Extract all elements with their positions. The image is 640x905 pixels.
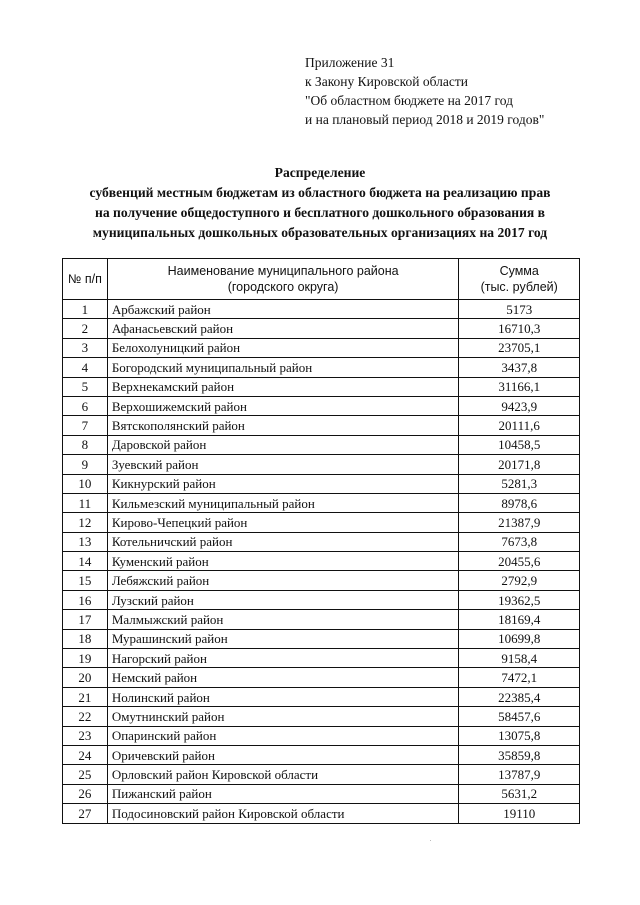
row-number: 6 xyxy=(63,396,108,415)
district-name: Кильмезский муниципальный район xyxy=(107,493,459,512)
table-row xyxy=(63,532,580,551)
row-number: 12 xyxy=(63,513,108,532)
row-number: 27 xyxy=(63,804,108,823)
district-name: Подосиновский район Кировской области xyxy=(107,804,459,823)
district-name: Лузский район xyxy=(107,590,459,609)
table-row xyxy=(63,610,580,629)
row-number: 21 xyxy=(63,687,108,706)
subsidy-amount: 23705,1 xyxy=(459,338,580,357)
subsidy-amount: 3437,8 xyxy=(459,358,580,377)
subsidy-amount: 20111,6 xyxy=(459,416,580,435)
subsidy-amount: 5173 xyxy=(459,300,580,319)
appendix-header xyxy=(305,53,544,129)
district-name: Лебяжский район xyxy=(107,571,459,590)
table-row xyxy=(63,319,580,338)
district-name: Афанасьевский район xyxy=(107,319,459,338)
table-row xyxy=(63,668,580,687)
district-name: Немский район xyxy=(107,668,459,687)
subsidy-amount: 31166,1 xyxy=(459,377,580,396)
subsidy-amount: 19110 xyxy=(459,804,580,823)
row-number: 1 xyxy=(63,300,108,319)
table-row xyxy=(63,338,580,357)
table-row xyxy=(63,455,580,474)
district-name: Омутнинский район xyxy=(107,707,459,726)
row-number: 13 xyxy=(63,532,108,551)
district-name: Оричевский район xyxy=(107,745,459,764)
subsidy-amount: 8978,6 xyxy=(459,493,580,512)
district-name: Кирово-Чепецкий район xyxy=(107,513,459,532)
district-name: Нолинский район xyxy=(107,687,459,706)
district-name: Пижанский район xyxy=(107,784,459,803)
table-row xyxy=(63,649,580,668)
table-row xyxy=(63,804,580,823)
row-number: 4 xyxy=(63,358,108,377)
row-number: 26 xyxy=(63,784,108,803)
subsidy-amount: 18169,4 xyxy=(459,610,580,629)
subsidy-amount: 13075,8 xyxy=(459,726,580,745)
subsidy-amount: 10458,5 xyxy=(459,435,580,454)
row-number: 5 xyxy=(63,377,108,396)
table-row xyxy=(63,377,580,396)
district-name: Опаринский район xyxy=(107,726,459,745)
subsidy-amount: 5281,3 xyxy=(459,474,580,493)
appendix-line: Приложение 31 xyxy=(305,55,395,70)
row-number: 23 xyxy=(63,726,108,745)
table-row xyxy=(63,590,580,609)
row-number: 14 xyxy=(63,552,108,571)
subsidy-amount: 58457,6 xyxy=(459,707,580,726)
table-row xyxy=(63,571,580,590)
table-row xyxy=(63,707,580,726)
table-row xyxy=(63,358,580,377)
row-number: 9 xyxy=(63,455,108,474)
table-row xyxy=(63,493,580,512)
district-name: Зуевский район xyxy=(107,455,459,474)
document-title xyxy=(40,163,600,243)
table-row xyxy=(63,745,580,764)
table-body xyxy=(63,300,580,824)
row-number: 3 xyxy=(63,338,108,357)
district-name: Кикнурский район xyxy=(107,474,459,493)
district-name: Верхошижемский район xyxy=(107,396,459,415)
row-number: 20 xyxy=(63,668,108,687)
header-name-line: (городского округа) xyxy=(227,280,339,294)
header-sum-line: Сумма xyxy=(499,264,539,278)
district-name: Мурашинский район xyxy=(107,629,459,648)
district-name: Куменский район xyxy=(107,552,459,571)
row-number: 15 xyxy=(63,571,108,590)
row-number: 22 xyxy=(63,707,108,726)
subsidy-amount: 9158,4 xyxy=(459,649,580,668)
table-row xyxy=(63,474,580,493)
district-name: Орловский район Кировской области xyxy=(107,765,459,784)
subsidy-amount: 20171,8 xyxy=(459,455,580,474)
table-row xyxy=(63,784,580,803)
district-name: Белохолуницкий район xyxy=(107,338,459,357)
row-number: 17 xyxy=(63,610,108,629)
subsidy-amount: 9423,9 xyxy=(459,396,580,415)
table-row xyxy=(63,726,580,745)
table-header-row xyxy=(63,259,580,300)
table-row xyxy=(63,416,580,435)
table-row xyxy=(63,435,580,454)
district-name: Богородский муниципальный район xyxy=(107,358,459,377)
district-name: Малмыжский район xyxy=(107,610,459,629)
row-number: 25 xyxy=(63,765,108,784)
scan-speck xyxy=(430,840,431,841)
row-number: 2 xyxy=(63,319,108,338)
header-name-line: Наименование муниципального района xyxy=(167,264,399,278)
row-number: 7 xyxy=(63,416,108,435)
appendix-line: и на плановый период 2018 и 2019 годов" xyxy=(305,112,545,127)
row-number: 16 xyxy=(63,590,108,609)
header-sum-line: (тыс. рублей) xyxy=(480,280,558,294)
subsidy-amount: 10699,8 xyxy=(459,629,580,648)
row-number: 19 xyxy=(63,649,108,668)
subsidy-amount: 5631,2 xyxy=(459,784,580,803)
district-name: Котельничский район xyxy=(107,532,459,551)
district-name: Верхнекамский район xyxy=(107,377,459,396)
header-sum xyxy=(459,259,580,300)
subsidy-amount: 13787,9 xyxy=(459,765,580,784)
table-row xyxy=(63,552,580,571)
subsidy-amount: 22385,4 xyxy=(459,687,580,706)
header-num: № п/п xyxy=(63,259,108,300)
table-row xyxy=(63,765,580,784)
table-row xyxy=(63,629,580,648)
table-row xyxy=(63,513,580,532)
header-name xyxy=(107,259,459,300)
title-line: на получение общедоступного и бесплатного дошкольного образования в xyxy=(94,205,546,220)
district-name: Нагорский район xyxy=(107,649,459,668)
title-line: Распределение xyxy=(274,165,366,180)
district-name: Даровской район xyxy=(107,435,459,454)
subsidy-amount: 20455,6 xyxy=(459,552,580,571)
row-number: 10 xyxy=(63,474,108,493)
row-number: 11 xyxy=(63,493,108,512)
subsidy-amount: 16710,3 xyxy=(459,319,580,338)
row-number: 8 xyxy=(63,435,108,454)
distribution-table xyxy=(62,258,580,824)
subsidy-amount: 7673,8 xyxy=(459,532,580,551)
subsidy-amount: 2792,9 xyxy=(459,571,580,590)
row-number: 18 xyxy=(63,629,108,648)
district-name: Арбажский район xyxy=(107,300,459,319)
table-row xyxy=(63,687,580,706)
subsidy-amount: 35859,8 xyxy=(459,745,580,764)
subsidy-amount: 7472,1 xyxy=(459,668,580,687)
appendix-line: к Закону Кировской области xyxy=(305,74,469,89)
title-line: муниципальных дошкольных образовательных организациях на 2017 год xyxy=(92,225,548,240)
appendix-line: "Об областном бюджете на 2017 год xyxy=(305,93,513,108)
table-row xyxy=(63,396,580,415)
subsidy-amount: 19362,5 xyxy=(459,590,580,609)
district-name: Вятскополянский район xyxy=(107,416,459,435)
title-line: субвенций местным бюджетам из областного бюджета на реализацию прав xyxy=(89,185,551,200)
table-row xyxy=(63,300,580,319)
subsidy-amount: 21387,9 xyxy=(459,513,580,532)
row-number: 24 xyxy=(63,745,108,764)
